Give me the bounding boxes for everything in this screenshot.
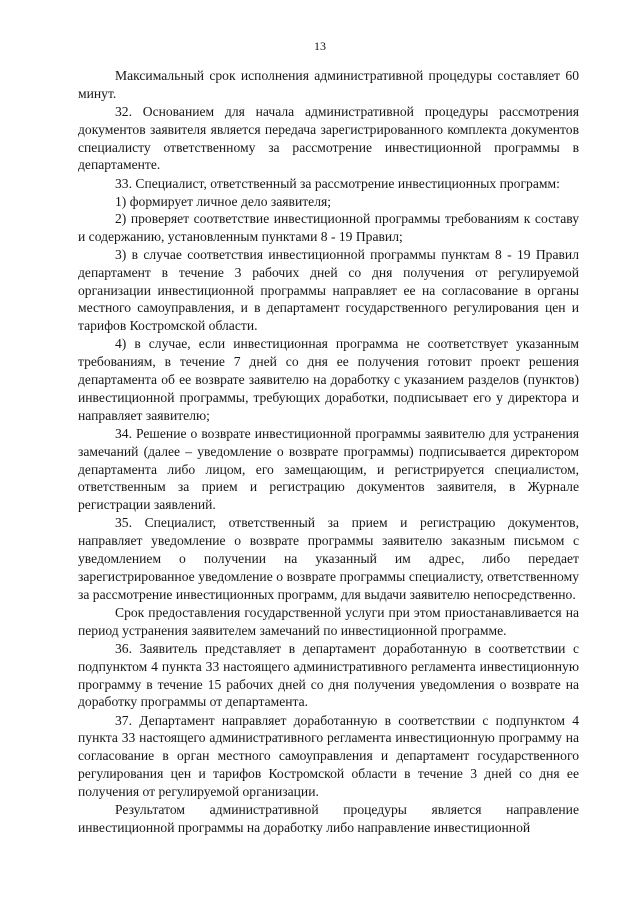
paragraph-33: 33. Специалист, ответственный за рассмотрение инвестиционных программ: [115,175,560,191]
paragraph-33-item-2: 2) проверяет соответствие инвестиционной программы требованиям к составу и содержанию, установленным пунктами 8 - 19 Правил; [78,211,579,245]
paragraph-result: Результатом административной процедуры является направление инвестиционной программы на доработку либо направление инвестиционной [78,802,579,835]
paragraph-33-item-3: 3) в случае соответствия инвестиционной программы пунктам 8 - 19 Правил департамент в течение 3 рабочих дней со дня получения от регулируемой организации инвестиционной программы направляет ее на согласование в органы местного самоуправления, и в департамент государственного регулирования цен и тарифов Костромской области. [78,246,579,334]
paragraph-34: 34. Решение о возврате инвестиционной программы заявителю для устранения замечаний (далее – уведомление о возврате программы) подписывается директором департамента либо лицом, его замещающим, и регистрируется специалистом, ответственным за прием и регистрацию документов заявителя, в Журнале регистрации заявлений. [78,425,579,513]
page-number: 13 [314,39,326,53]
document-body [78,67,579,837]
paragraph-33-item-1: 1) формирует личное дело заявителя; [115,193,332,209]
paragraph-max-duration: Максимальный срок исполнения административной процедуры составляет 60 минут. [78,68,579,101]
paragraph-33-item-4: 4) в случае, если инвестиционная программа не соответствует указанным требованиям, в течение 7 дней со дня ее получения готовит проект решения департамента об ее возврате заявителю на доработку с указанием разделов (пунктов) инвестиционной программы, требующих доработки, подписывает его у директора и направляет заявителю; [78,336,579,423]
paragraph-35: 35. Специалист, ответственный за прием и регистрацию документов, направляет уведомление о возврате программы заявителю заказным письмом с уведомлением о получении на указанный им адрес, либо передает зарегистрированное уведомление о возврате программы специалисту, ответственному за рассмотрение инвестиционных программ, для выдачи заявителю непосредственно. [78,515,579,602]
paragraph-32: 32. Основанием для начала административной процедуры рассмотрения документов заявителя является передача зарегистрированного комплекта документов специалисту ответственному за рассмотрение инвестиционной программы в департаменте. [78,104,579,173]
paragraph-37: 37. Департамент направляет доработанную в соответствии с подпунктом 4 пункта 33 настоящего административного регламента инвестиционную программу на согласование в орган местного самоуправления и департамент государственного регулирования цен и тарифов Костромской области в течение 3 дней со дня ее получения от регулируемой организации. [78,712,579,799]
paragraph-36: 36. Заявитель представляет в департамент доработанную в соответствии с подпунктом 4 пункта 33 настоящего административного регламента инвестиционную программу в течение 15 рабочих дней со дня получения уведомления о возврате на доработку программы от департамента. [78,641,579,710]
paragraph-suspension: Срок предоставления государственной услуги при этом приостанавливается на период устранения заявителем замечаний по инвестиционной программе. [78,604,579,638]
